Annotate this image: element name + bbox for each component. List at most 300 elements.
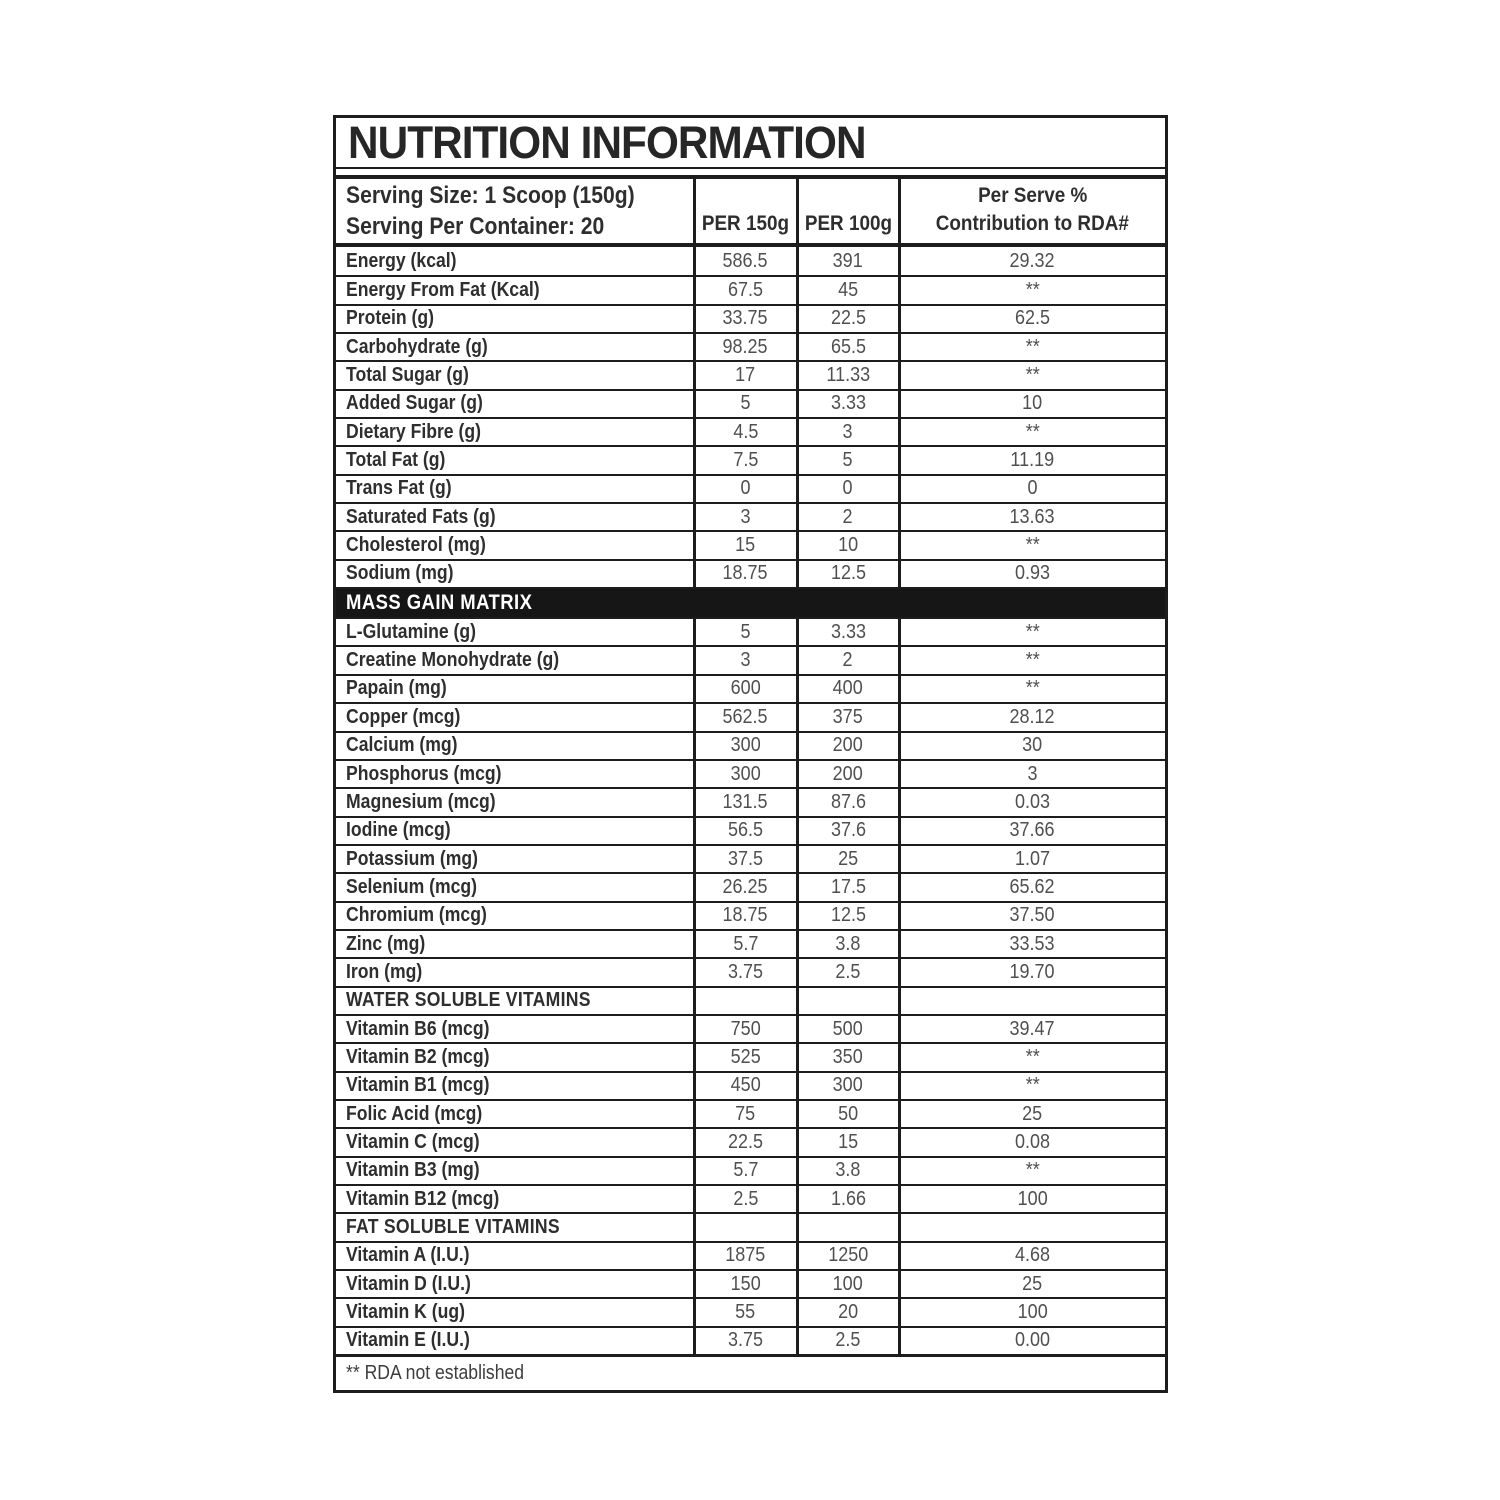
row-label-text: Potassium (mg) — [345, 847, 478, 870]
value-per-150g — [693, 903, 796, 929]
table-row — [336, 445, 1165, 473]
value-per-100g-text: 3 — [842, 420, 854, 443]
value-per-150g-text: 3 — [740, 649, 751, 672]
value-per-150g — [693, 1271, 796, 1297]
row-label — [336, 1016, 693, 1042]
value-per-100g-text: 3.33 — [830, 620, 866, 643]
row-label-text: Vitamin A (I.U.) — [345, 1244, 470, 1267]
value-rda — [898, 704, 1165, 730]
row-label-text: Vitamin D (I.U.) — [345, 1272, 471, 1295]
value-per-150g-text: 15 — [735, 534, 756, 557]
value-per-100g-text: 3.8 — [835, 1159, 861, 1182]
value-per-100g — [796, 1243, 898, 1269]
value-rda — [898, 818, 1165, 844]
table-row — [336, 816, 1165, 844]
value-per-100g — [796, 619, 898, 645]
value-per-100g — [796, 1299, 898, 1325]
value-rda — [898, 306, 1165, 332]
value-per-150g-text: 5 — [740, 620, 751, 643]
row-label — [336, 1158, 693, 1184]
row-label — [336, 277, 693, 303]
empty-cell — [796, 988, 898, 1014]
value-per-100g — [796, 931, 898, 957]
row-label-text: Vitamin B12 (mcg) — [345, 1187, 499, 1210]
row-label-text: Sodium (mg) — [345, 562, 454, 585]
value-per-150g — [693, 704, 796, 730]
table-row — [336, 417, 1165, 445]
table-row — [336, 1127, 1165, 1155]
value-rda — [898, 1299, 1165, 1325]
value-per-150g-text: 586.5 — [722, 249, 769, 272]
section-header-text: WATER SOLUBLE VITAMINS — [345, 989, 591, 1012]
value-per-100g — [796, 419, 898, 445]
value-per-150g-text: 0 — [740, 477, 751, 500]
value-per-100g — [796, 362, 898, 388]
value-rda-text: ** — [1025, 420, 1040, 443]
value-rda — [898, 1016, 1165, 1042]
value-rda-text: 25 — [1022, 1272, 1043, 1295]
value-per-150g-text: 300 — [730, 734, 761, 757]
value-rda-text: 3 — [1027, 762, 1038, 785]
row-label-text: Folic Acid (mcg) — [345, 1102, 482, 1125]
value-per-150g — [693, 959, 796, 985]
row-label — [336, 1271, 693, 1297]
table-row — [336, 674, 1165, 702]
row-label — [336, 532, 693, 558]
value-per-100g-text: 3.33 — [830, 392, 866, 415]
value-rda — [898, 447, 1165, 473]
value-rda-text: ** — [1025, 649, 1040, 672]
section-header-dark — [336, 587, 1165, 617]
value-per-100g-text: 12.5 — [830, 904, 866, 927]
table-row — [336, 304, 1165, 332]
row-label — [336, 247, 693, 275]
row-label-text: Dietary Fibre (g) — [345, 420, 481, 443]
value-rda — [898, 874, 1165, 900]
value-per-100g — [796, 676, 898, 702]
value-rda-text: 19.70 — [1009, 960, 1056, 983]
table-row — [336, 1042, 1165, 1070]
row-label — [336, 1186, 693, 1212]
value-per-100g-text: 12.5 — [830, 562, 866, 585]
value-per-100g-text: 11.33 — [826, 364, 870, 387]
value-per-150g-text: 450 — [730, 1074, 761, 1097]
row-label — [336, 619, 693, 645]
value-per-100g — [796, 1073, 898, 1099]
value-rda-text: 11.19 — [1010, 449, 1055, 472]
value-rda-text: 13.63 — [1009, 505, 1056, 528]
value-rda-text: 10 — [1022, 392, 1043, 415]
value-per-100g-text: 2.5 — [835, 960, 861, 983]
value-per-150g — [693, 1101, 796, 1127]
value-rda — [898, 1129, 1165, 1155]
value-per-100g — [796, 704, 898, 730]
value-per-150g-text: 525 — [730, 1045, 761, 1068]
table-row — [336, 275, 1165, 303]
section-header-light — [336, 986, 1165, 1014]
value-rda-text: ** — [1025, 1159, 1040, 1182]
value-rda-text: 62.5 — [1014, 307, 1051, 330]
empty-cell — [693, 1214, 796, 1240]
value-rda-text: 4.68 — [1014, 1244, 1051, 1267]
value-per-100g-text: 3.8 — [835, 932, 861, 955]
table-row — [336, 247, 1165, 275]
value-per-150g — [693, 733, 796, 759]
row-label-text: Phosphorus (mcg) — [345, 762, 501, 785]
value-per-100g-text: 200 — [832, 734, 864, 757]
section-header-light — [336, 1212, 1165, 1240]
value-per-150g-text: 3.75 — [727, 1329, 764, 1352]
value-per-100g-text: 2.5 — [835, 1329, 861, 1352]
table-row — [336, 1014, 1165, 1042]
value-per-100g — [796, 874, 898, 900]
value-rda — [898, 419, 1165, 445]
serving-size-text: Serving Size: 1 Scoop (150g) — [345, 181, 635, 209]
value-per-150g-text: 600 — [730, 677, 761, 700]
value-rda — [898, 789, 1165, 815]
value-per-150g — [693, 362, 796, 388]
value-rda — [898, 676, 1165, 702]
row-label — [336, 789, 693, 815]
value-per-150g — [693, 789, 796, 815]
table-row — [336, 872, 1165, 900]
value-rda-text: 65.62 — [1009, 875, 1056, 898]
value-per-150g — [693, 334, 796, 360]
value-per-150g — [693, 676, 796, 702]
value-rda-text: 1.07 — [1014, 847, 1051, 870]
value-per-150g-text: 55 — [735, 1301, 756, 1324]
value-per-100g-text: 20 — [837, 1301, 859, 1324]
value-per-100g — [796, 476, 898, 502]
value-per-100g-text: 25 — [837, 847, 859, 870]
row-label — [336, 903, 693, 929]
row-label-text: Total Fat (g) — [345, 449, 445, 472]
value-per-150g — [693, 818, 796, 844]
row-label — [336, 1299, 693, 1325]
value-per-150g-text: 75 — [735, 1102, 756, 1125]
row-label — [336, 761, 693, 787]
value-per-150g-text: 3 — [740, 505, 751, 528]
value-per-150g-text: 37.5 — [727, 847, 764, 870]
value-per-150g — [693, 306, 796, 332]
row-label-text: Energy From Fat (Kcal) — [345, 279, 540, 302]
value-rda-text: ** — [1025, 335, 1040, 358]
row-label — [336, 476, 693, 502]
row-label-text: Vitamin E (I.U.) — [345, 1329, 470, 1352]
row-label — [336, 959, 693, 985]
row-label-text: Iron (mg) — [345, 960, 422, 983]
value-rda — [898, 1044, 1165, 1070]
value-per-150g-text: 5.7 — [732, 932, 759, 955]
value-per-150g — [693, 1158, 796, 1184]
row-label — [336, 391, 693, 417]
row-label-text: Vitamin B2 (mcg) — [345, 1045, 489, 1068]
value-per-150g — [693, 931, 796, 957]
value-rda-text: ** — [1025, 620, 1040, 643]
row-label — [336, 818, 693, 844]
value-per-100g-text: 15 — [837, 1130, 859, 1153]
value-per-150g-text: 7.5 — [732, 449, 759, 472]
value-rda-text: 28.12 — [1009, 705, 1056, 728]
value-per-100g — [796, 334, 898, 360]
row-label-text: Papain (mg) — [345, 677, 447, 700]
value-per-100g-text: 17.5 — [830, 875, 866, 898]
value-per-150g-text: 98.25 — [722, 335, 769, 358]
value-rda — [898, 1271, 1165, 1297]
value-rda — [898, 959, 1165, 985]
section-header-text: MASS GAIN MATRIX — [345, 591, 532, 615]
table-title-text: NUTRITION INFORMATION — [347, 116, 866, 168]
value-per-100g-text: 2 — [842, 505, 854, 528]
row-label — [336, 846, 693, 872]
row-label — [336, 1073, 693, 1099]
table-row — [336, 474, 1165, 502]
value-rda — [898, 1158, 1165, 1184]
row-label-text: Selenium (mcg) — [345, 875, 477, 898]
row-label-text: Cholesterol (mg) — [345, 534, 486, 557]
row-label — [336, 334, 693, 360]
value-per-150g-text: 4.5 — [732, 420, 759, 443]
table-row — [336, 502, 1165, 530]
serving-per-container-text: Serving Per Container: 20 — [345, 212, 604, 240]
col-header-rda: Per Serve % Contribution to RDA# — [898, 179, 1165, 243]
empty-cell — [693, 988, 796, 1014]
value-per-150g-text: 67.5 — [727, 279, 764, 302]
serving-info — [336, 179, 693, 243]
row-label — [336, 447, 693, 473]
value-rda-text: 33.53 — [1009, 932, 1056, 955]
section-header-label — [336, 1214, 693, 1240]
value-rda — [898, 903, 1165, 929]
row-label — [336, 733, 693, 759]
value-per-100g-text: 50 — [837, 1102, 859, 1125]
value-per-150g-text: 150 — [730, 1272, 761, 1295]
value-per-100g-text: 500 — [832, 1017, 864, 1040]
table-body — [336, 247, 1165, 1354]
value-per-150g — [693, 504, 796, 530]
row-label — [336, 704, 693, 730]
value-per-150g — [693, 647, 796, 673]
footnote-row — [336, 1354, 1165, 1390]
table-row — [336, 929, 1165, 957]
table-row — [336, 559, 1165, 587]
row-label-text: Calcium (mg) — [345, 734, 457, 757]
row-label — [336, 419, 693, 445]
table-row — [336, 1184, 1165, 1212]
value-per-150g — [693, 561, 796, 587]
value-per-100g — [796, 1129, 898, 1155]
row-label-text: Chromium (mcg) — [345, 904, 487, 927]
value-rda — [898, 931, 1165, 957]
row-label-text: Protein (g) — [345, 307, 434, 330]
row-label-text: Vitamin B3 (mg) — [345, 1159, 480, 1182]
value-per-150g-text: 2.5 — [732, 1187, 759, 1210]
value-per-150g-text: 131.5 — [722, 790, 769, 813]
value-per-150g-text: 3.75 — [727, 960, 764, 983]
value-per-150g-text: 5 — [740, 392, 751, 415]
table-row — [336, 957, 1165, 985]
row-label-text: Energy (kcal) — [345, 249, 457, 272]
value-per-100g-text: 65.5 — [830, 335, 866, 358]
value-per-100g — [796, 277, 898, 303]
row-label-text: L-Glutamine (g) — [345, 620, 476, 643]
value-per-150g-text: 562.5 — [722, 705, 769, 728]
value-rda — [898, 846, 1165, 872]
row-label-text: Vitamin C (mcg) — [345, 1130, 480, 1153]
value-per-100g — [796, 306, 898, 332]
row-label-text: Vitamin B6 (mcg) — [345, 1017, 489, 1040]
row-label-text: Vitamin B1 (mcg) — [345, 1074, 489, 1097]
value-per-100g — [796, 247, 898, 275]
row-label — [336, 1129, 693, 1155]
value-per-150g-text: 18.75 — [722, 562, 769, 585]
value-rda-text: 0.00 — [1014, 1329, 1051, 1352]
row-label — [336, 306, 693, 332]
value-per-100g — [796, 447, 898, 473]
value-rda — [898, 277, 1165, 303]
value-rda-text: 100 — [1017, 1187, 1048, 1210]
value-per-150g-text: 56.5 — [727, 819, 764, 842]
value-rda-text: 0.03 — [1014, 790, 1051, 813]
table-row — [336, 731, 1165, 759]
table-row — [336, 1326, 1165, 1354]
row-label — [336, 676, 693, 702]
col-header-per-100g: PER 100g — [796, 179, 898, 243]
row-label-text: Total Sugar (g) — [345, 364, 469, 387]
value-per-150g-text: 750 — [730, 1017, 761, 1040]
table-row — [336, 702, 1165, 730]
value-per-100g-text: 300 — [832, 1074, 864, 1097]
value-per-100g-text: 5 — [842, 449, 854, 472]
table-row — [336, 1099, 1165, 1127]
footnote-text: ** RDA not established — [345, 1362, 524, 1385]
value-rda — [898, 476, 1165, 502]
value-rda-text: ** — [1025, 677, 1040, 700]
table-row — [336, 617, 1165, 645]
value-rda — [898, 647, 1165, 673]
value-per-100g-text: 0 — [842, 477, 854, 500]
value-per-150g — [693, 1016, 796, 1042]
value-rda — [898, 1328, 1165, 1354]
value-per-150g — [693, 1044, 796, 1070]
value-rda-text: 37.50 — [1009, 904, 1056, 927]
value-rda — [898, 733, 1165, 759]
value-per-100g — [796, 903, 898, 929]
value-per-100g-text: 45 — [837, 279, 859, 302]
value-rda — [898, 1101, 1165, 1127]
row-label — [336, 362, 693, 388]
value-per-150g-text: 18.75 — [722, 904, 769, 927]
value-rda-text: ** — [1025, 1074, 1040, 1097]
empty-cell — [898, 988, 1165, 1014]
table-title — [336, 118, 1165, 169]
value-per-150g — [693, 476, 796, 502]
value-rda — [898, 532, 1165, 558]
value-per-150g — [693, 1073, 796, 1099]
row-label-text: Trans Fat (g) — [345, 477, 452, 500]
table-row — [336, 1297, 1165, 1325]
section-header-text: FAT SOLUBLE VITAMINS — [345, 1216, 560, 1239]
value-per-100g-text: 1250 — [827, 1244, 869, 1267]
row-label-text: Saturated Fats (g) — [345, 505, 496, 528]
value-per-100g — [796, 504, 898, 530]
value-per-150g-text: 26.25 — [722, 875, 769, 898]
value-rda-text: 100 — [1017, 1301, 1048, 1324]
value-per-150g — [693, 391, 796, 417]
value-rda-text: ** — [1025, 279, 1040, 302]
value-per-100g — [796, 761, 898, 787]
row-label-text: Carbohydrate (g) — [345, 335, 488, 358]
value-rda-text: 39.47 — [1009, 1017, 1056, 1040]
value-per-150g — [693, 874, 796, 900]
value-rda-text: ** — [1025, 1045, 1040, 1068]
table-row — [336, 360, 1165, 388]
value-rda — [898, 761, 1165, 787]
value-per-100g-text: 350 — [832, 1045, 864, 1068]
row-label — [336, 1243, 693, 1269]
value-per-100g — [796, 1044, 898, 1070]
value-per-100g-text: 391 — [832, 249, 864, 272]
table-row — [336, 1269, 1165, 1297]
row-label — [336, 504, 693, 530]
value-per-150g — [693, 619, 796, 645]
table-row — [336, 1241, 1165, 1269]
value-per-100g-text: 375 — [832, 705, 864, 728]
value-per-150g — [693, 1186, 796, 1212]
row-label-text: Magnesium (mcg) — [345, 790, 496, 813]
value-per-100g — [796, 959, 898, 985]
value-per-150g — [693, 761, 796, 787]
table-row — [336, 389, 1165, 417]
value-rda — [898, 619, 1165, 645]
value-per-150g — [693, 419, 796, 445]
value-rda — [898, 247, 1165, 275]
value-rda — [898, 391, 1165, 417]
value-rda — [898, 334, 1165, 360]
value-rda-text: 29.32 — [1009, 249, 1056, 272]
row-label-text: Copper (mcg) — [345, 705, 460, 728]
value-per-150g-text: 5.7 — [732, 1159, 759, 1182]
value-rda — [898, 561, 1165, 587]
value-per-150g — [693, 1299, 796, 1325]
value-per-150g — [693, 1129, 796, 1155]
value-rda-text: 0.93 — [1014, 562, 1051, 585]
value-rda — [898, 504, 1165, 530]
value-per-150g — [693, 1328, 796, 1354]
row-label-text: Added Sugar (g) — [345, 392, 483, 415]
value-rda-text: 37.66 — [1009, 819, 1056, 842]
value-per-100g-text: 87.6 — [830, 790, 866, 813]
value-per-150g-text: 1875 — [725, 1244, 766, 1267]
empty-cell — [898, 1214, 1165, 1240]
value-per-100g-text: 10 — [837, 534, 859, 557]
value-per-150g-text: 33.75 — [722, 307, 769, 330]
value-rda-text: 0 — [1027, 477, 1038, 500]
value-rda — [898, 1186, 1165, 1212]
value-rda-text: ** — [1025, 364, 1040, 387]
value-per-150g — [693, 846, 796, 872]
value-per-100g — [796, 789, 898, 815]
value-rda — [898, 1073, 1165, 1099]
value-per-100g — [796, 647, 898, 673]
table-row — [336, 1156, 1165, 1184]
row-label — [336, 1101, 693, 1127]
section-header-label — [336, 988, 693, 1014]
row-label-text: Zinc (mg) — [345, 932, 425, 955]
table-row — [336, 1071, 1165, 1099]
value-per-150g — [693, 247, 796, 275]
value-per-150g — [693, 1243, 796, 1269]
